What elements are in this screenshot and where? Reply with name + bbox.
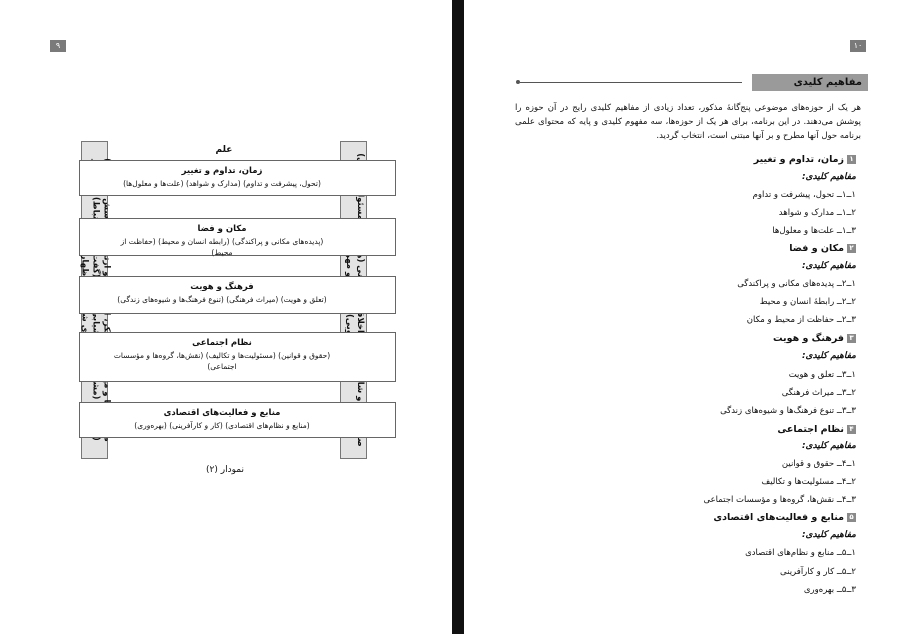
intro-paragraph: هر یک از حوزه‌های موضوعی پنج‌گانهٔ مذکور، تعداد زیادی از مفاهیم کلیدی رایج در آن حوزه را پوشش می‌دهند. در این برنامه، برای هر یک از حوزه‌ها، سه مفهوم کلیدی و پایه که محتوای علمی برنامه حول آنها مطرح و بر آنها مبتنی است، انتخاب گردید. [515,103,861,141]
key-concepts-label: مفاهیم کلیدی: [801,261,856,271]
section-title: مفاهیم کلیدی [752,74,868,91]
diagram-box-desc: (پدیده‌های مکانی و پراکندگی) (رابطه انسان و محیط) (حفاظت از محیط) [120,237,324,257]
category-heading [754,154,856,165]
category-title: فرهنگ و هویت [772,333,844,344]
category-title: منابع و فعالیت‌های اقتصادی [713,512,844,523]
key-concepts-label: مفاهیم کلیدی: [801,441,856,451]
category-number: ۵ [847,513,856,522]
diagram-title: علم [215,145,233,155]
diagram-box-title: نظام اجتماعی [192,338,252,348]
diagram-box-desc: (حقوق و قوانین) (مسئولیت‌ها و تکالیف) (نقش‌ها، گروه‌ها و مؤسسات اجتماعی) [113,351,331,371]
category-number: ۲ [847,244,856,253]
list-item: ۱ــ۳ــ تعلق و هویت [788,370,856,380]
diagram-box-culture [79,276,396,314]
category-heading [777,424,856,435]
category-title: زمان، تداوم و تغییر [753,154,844,165]
diagram-box-title: فرهنگ و هویت [190,282,254,292]
header-rule [520,82,742,83]
diagram-box-desc: (منابع و نظام‌های اقتصادی) (کار و کارآفرینی) (بهره‌وری) [134,421,310,430]
list-item: ۳ــ۵ــ بهره‌وری [803,585,856,595]
diagram-box-social [79,332,396,382]
category-title: مکان و فضا [789,243,844,254]
key-concepts-label: مفاهیم کلیدی: [801,351,856,361]
list-item: ۲ــ۱ــ مدارک و شواهد [778,208,856,218]
diagram-caption: نمودار (۲) [206,465,244,475]
list-item: ۳ــ۱ــ علت‌ها و معلول‌ها [772,226,856,236]
diagram-box-place [79,218,396,256]
category-heading [713,512,856,523]
left-page [0,0,452,634]
book-spine [452,0,464,634]
list-item: ۱ــ۱ــ تحول، پیشرفت و تداوم [752,190,856,200]
key-concepts-label: مفاهیم کلیدی: [801,172,856,182]
list-item: ۱ــ۴ــ حقوق و قوانین [781,459,856,469]
diagram-box-title: مکان و فضا [197,224,247,234]
diagram-box-title: زمان، تداوم و تغییر [181,166,263,176]
diagram-box-desc: (تحول، پیشرفت و تداوم) (مدارک و شواهد) (علت‌ها و معلول‌ها) [123,179,321,188]
category-number: ۱ [847,155,856,164]
category-heading [773,333,856,344]
diagram-box-economy [79,402,396,438]
page-number-right: ۱۰ [850,40,866,52]
list-item: ۱ــ۵ــ منابع و نظام‌های اقتصادی [745,548,856,558]
list-item: ۲ــ۴ــ مسئولیت‌ها و تکالیف [761,477,856,487]
category-heading [789,243,856,254]
list-item: ۲ــ۲ــ رابطهٔ انسان و محیط [759,297,856,307]
category-number: ۳ [847,334,856,343]
diagram-box-title: منابع و فعالیت‌های اقتصادی [163,408,281,418]
category-title: نظام اجتماعی [777,424,844,435]
list-item: ۳ــ۳ــ تنوع فرهنگ‌ها و شیوه‌های زندگی [720,406,856,416]
list-item: ۲ــ۳ــ میراث فرهنگی [781,388,856,398]
key-concepts-label: مفاهیم کلیدی: [801,530,856,540]
list-item: ۳ــ۴ــ نقش‌ها، گروه‌ها و مؤسسات اجتماعی [703,495,856,505]
diagram-box-desc: (تعلق و هویت) (میراث فرهنگی) (تنوع فرهنگ‌ها و شیوه‌های زندگی) [117,295,327,304]
list-item: ۳ــ۲ــ حفاظت از محیط و مکان [746,315,856,325]
diagram-box-time [79,160,396,196]
list-item: ۱ــ۲ــ پدیده‌های مکانی و پراکندگی [737,279,856,289]
page-number-left: ۹ [50,40,66,52]
category-number: ۴ [847,425,856,434]
list-item: ۲ــ۵ــ کار و کارآفرینی [780,567,856,577]
